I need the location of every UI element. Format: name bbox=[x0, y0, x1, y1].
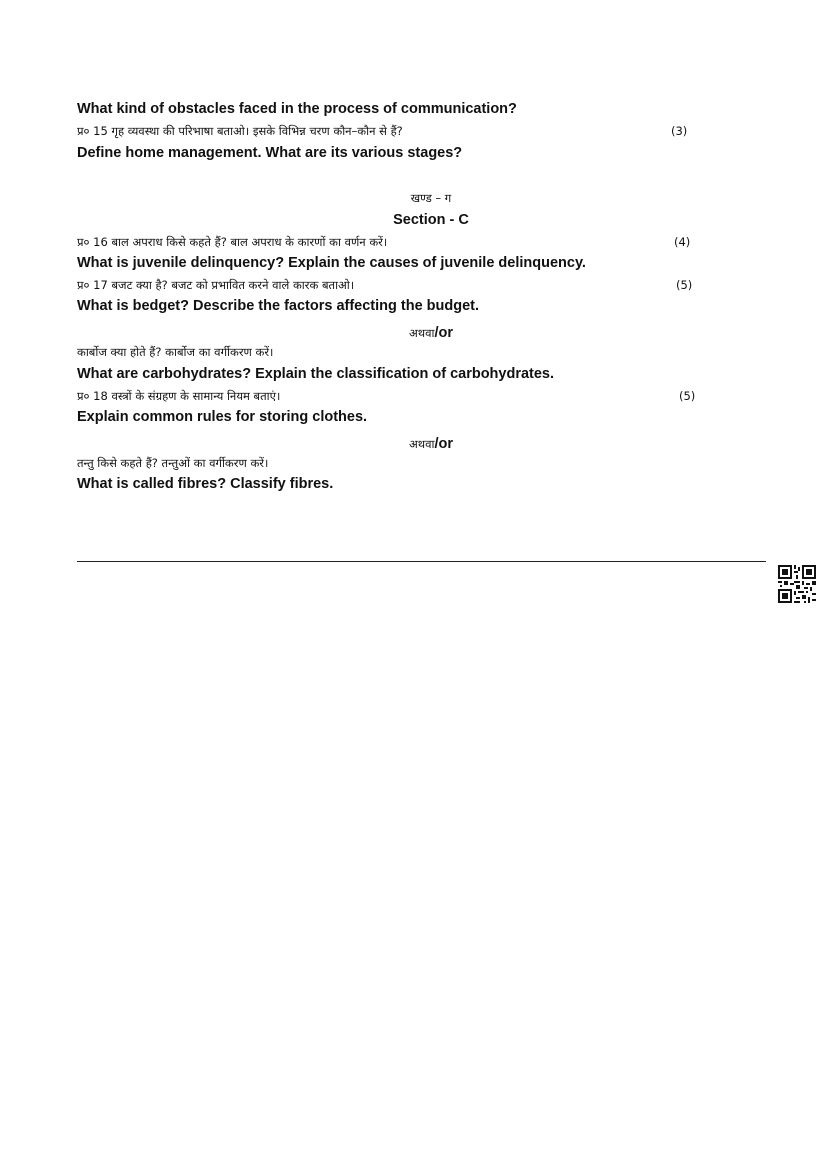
q17-english: What is bedget? Describe the factors affecting the budget. bbox=[77, 298, 480, 314]
section-heading-hindi: खण्ड – ग bbox=[410, 191, 452, 205]
q16-marks: (4) bbox=[674, 235, 691, 249]
q14-english: What kind of obstacles faced in the process of communication? bbox=[77, 101, 517, 117]
or-english: /or bbox=[434, 325, 454, 341]
or-separator bbox=[0, 322, 827, 341]
q15-hindi: प्र० 15 गृह व्यवस्था की परिभाषा बताओ। इसके विभिन्न चरण कौन–कौन से हैं? bbox=[77, 124, 403, 138]
or-hindi: अथवा bbox=[408, 437, 435, 451]
q16-english: What is juvenile delinquency? Explain the causes of juvenile delinquency. bbox=[77, 255, 586, 271]
q17-alt-english: What are carbohydrates? Explain the classification of carbohydrates. bbox=[77, 366, 555, 382]
q18-hindi: प्र० 18 वस्त्रों के संग्रहण के सामान्य नियम बताएं। bbox=[77, 389, 281, 403]
qr-code-icon bbox=[778, 565, 816, 603]
q16-hindi: प्र० 16 बाल अपराध किसे कहते हैं? बाल अपराध के कारणों का वर्णन करें। bbox=[77, 235, 388, 249]
q17-marks: (5) bbox=[676, 278, 693, 292]
footer-rule bbox=[77, 561, 766, 562]
q18-alt-hindi: तन्तु किसे कहते हैं? तन्तुओं का वर्गीकरण करें। bbox=[77, 456, 269, 470]
q18-alt-english: What is called fibres? Classify fibres. bbox=[77, 476, 334, 492]
q15-marks: (3) bbox=[671, 124, 688, 138]
q18-english: Explain common rules for storing clothes. bbox=[77, 409, 368, 425]
q17-alt-hindi: कार्बोज क्या होते हैं? कार्बोज का वर्गीकरण करें। bbox=[77, 345, 274, 359]
or-english: /or bbox=[434, 436, 454, 452]
section-heading-english: Section - C bbox=[393, 212, 469, 228]
q17-hindi: प्र० 17 बजट क्या है? बजट को प्रभावित करने वाले कारक बताओ। bbox=[77, 278, 355, 292]
or-hindi: अथवा bbox=[408, 326, 435, 340]
or-separator bbox=[0, 433, 827, 452]
q15-english: Define home management. What are its various stages? bbox=[77, 145, 463, 161]
q18-marks: (5) bbox=[679, 389, 696, 403]
